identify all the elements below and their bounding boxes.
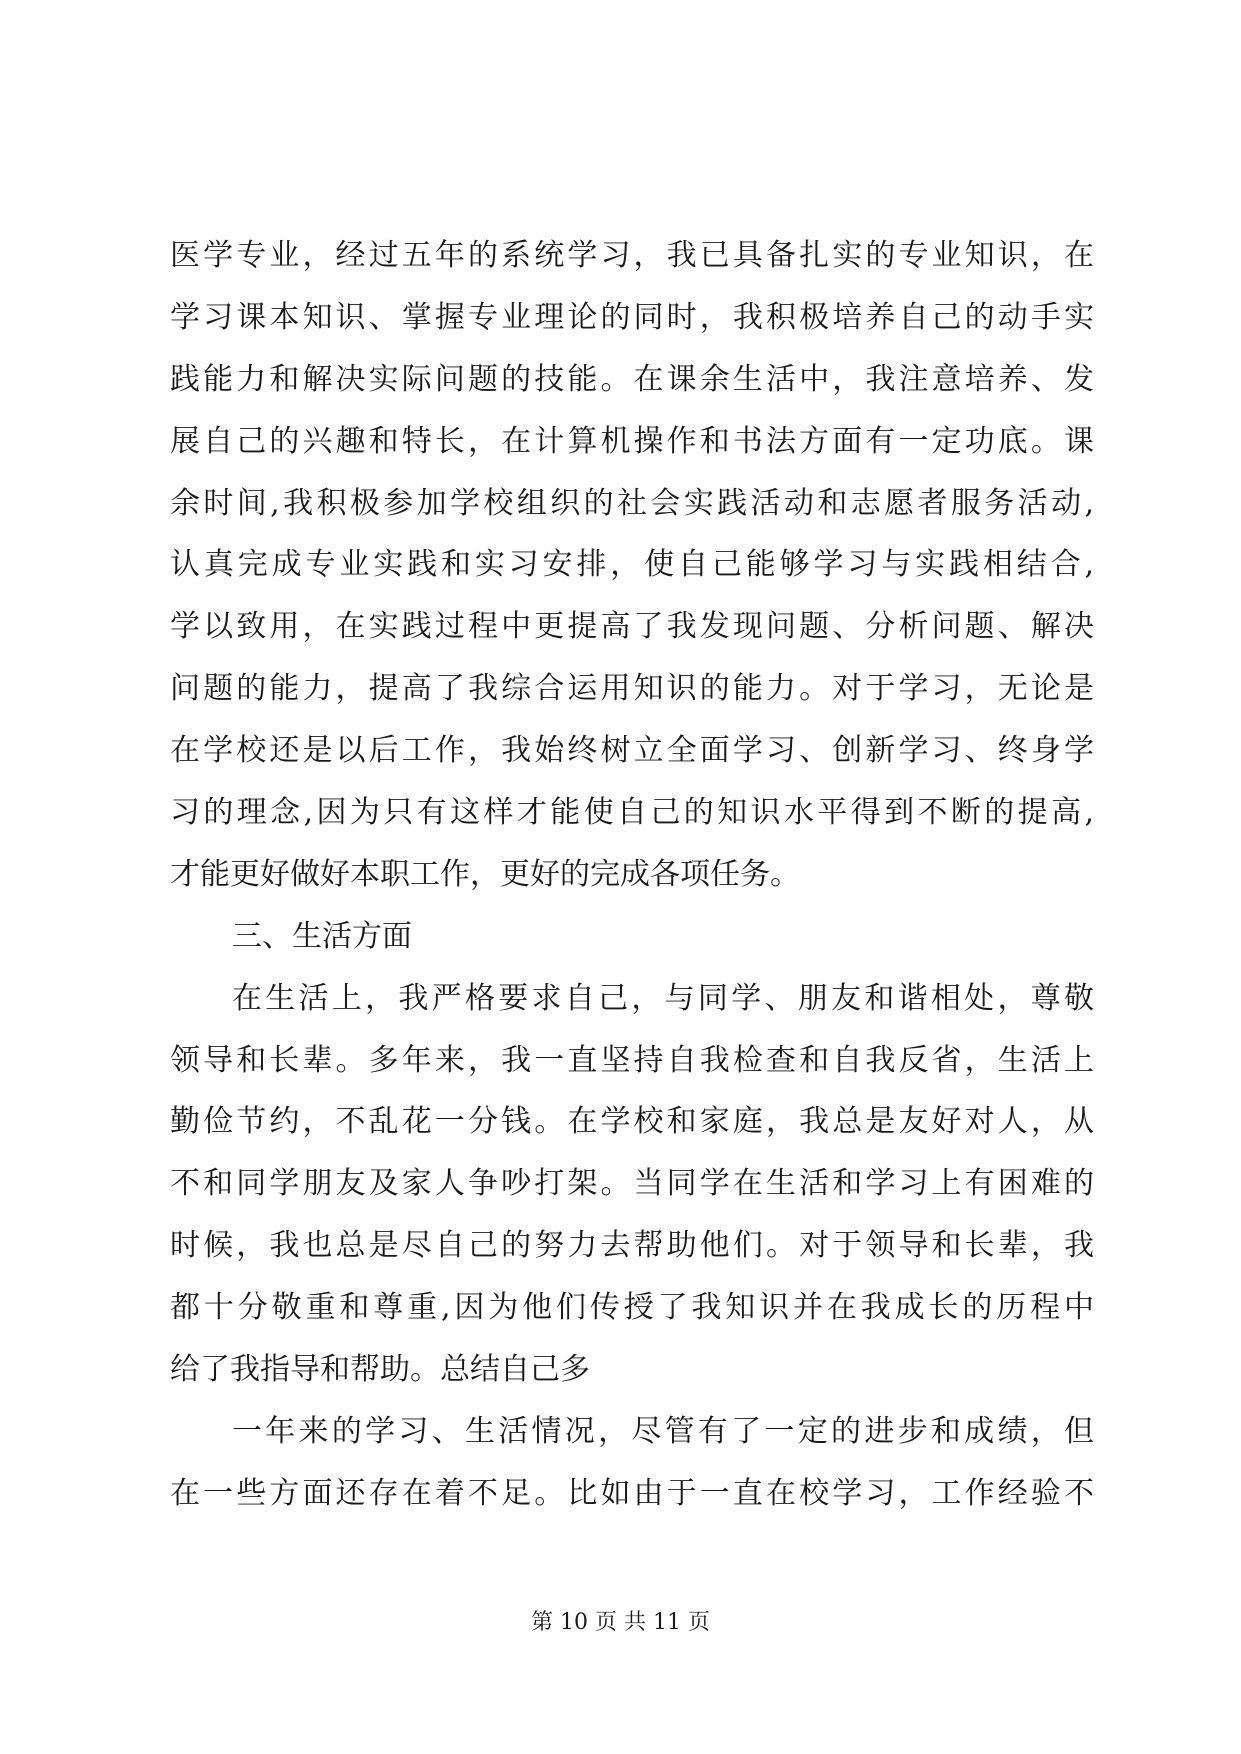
text-line: 展自己的兴趣和特长，在计算机操作和书法方面有一定功底。课 — [170, 423, 1094, 459]
text-line: 给了我指导和帮助。总结自己多 — [170, 1352, 590, 1388]
text-line: 不和同学朋友及家人争吵打架。当同学在生活和学习上有困难的 — [170, 1166, 1094, 1202]
text-line: 学习课本知识、掌握专业理论的同时，我积极培养自己的动手实 — [170, 299, 1094, 335]
text-line: 在一些方面还存在着不足。比如由于一直在校学习，工作经验不 — [170, 1475, 1094, 1511]
text-line: 都十分敬重和尊重,因为他们传授了我知识并在我成长的历程中 — [170, 1290, 1094, 1326]
text-line: 三、生活方面 — [232, 918, 412, 954]
text-line: 勤俭节约，不乱花一分钱。在学校和家庭，我总是友好对人，从 — [170, 1104, 1094, 1140]
text-line: 习的理念,因为只有这样才能使自己的知识水平得到不断的提高, — [170, 795, 1094, 831]
text-line: 践能力和解决实际问题的技能。在课余生活中，我注意培养、发 — [170, 361, 1094, 397]
text-line: 学以致用，在实践过程中更提高了我发现问题、分析问题、解决 — [170, 609, 1094, 645]
page-footer: 第 10 页 共 11 页 — [531, 1610, 710, 1635]
text-line: 一年来的学习、生活情况，尽管有了一定的进步和成绩，但 — [232, 1413, 1094, 1449]
body-text — [170, 225, 1094, 1525]
text-line: 问题的能力，提高了我综合运用知识的能力。对于学习，无论是 — [170, 671, 1094, 707]
text-line: 时候，我也总是尽自己的努力去帮助他们。对于领导和长辈，我 — [170, 1228, 1094, 1264]
text-line: 才能更好做好本职工作，更好的完成各项任务。 — [170, 856, 800, 892]
text-line: 在学校还是以后工作，我始终树立全面学习、创新学习、终身学 — [170, 733, 1094, 769]
text-line: 在生活上，我严格要求自己，与同学、朋友和谐相处，尊敬 — [232, 980, 1094, 1016]
text-line: 领导和长辈。多年来，我一直坚持自我检查和自我反省，生活上 — [170, 1042, 1094, 1078]
text-line: 余时间,我积极参加学校组织的社会实践活动和志愿者服务活动, — [170, 485, 1094, 521]
text-line: 认真完成专业实践和实习安排，使自己能够学习与实践相结合, — [170, 547, 1094, 583]
text-line: 医学专业，经过五年的系统学习，我已具备扎实的专业知识，在 — [170, 238, 1094, 273]
